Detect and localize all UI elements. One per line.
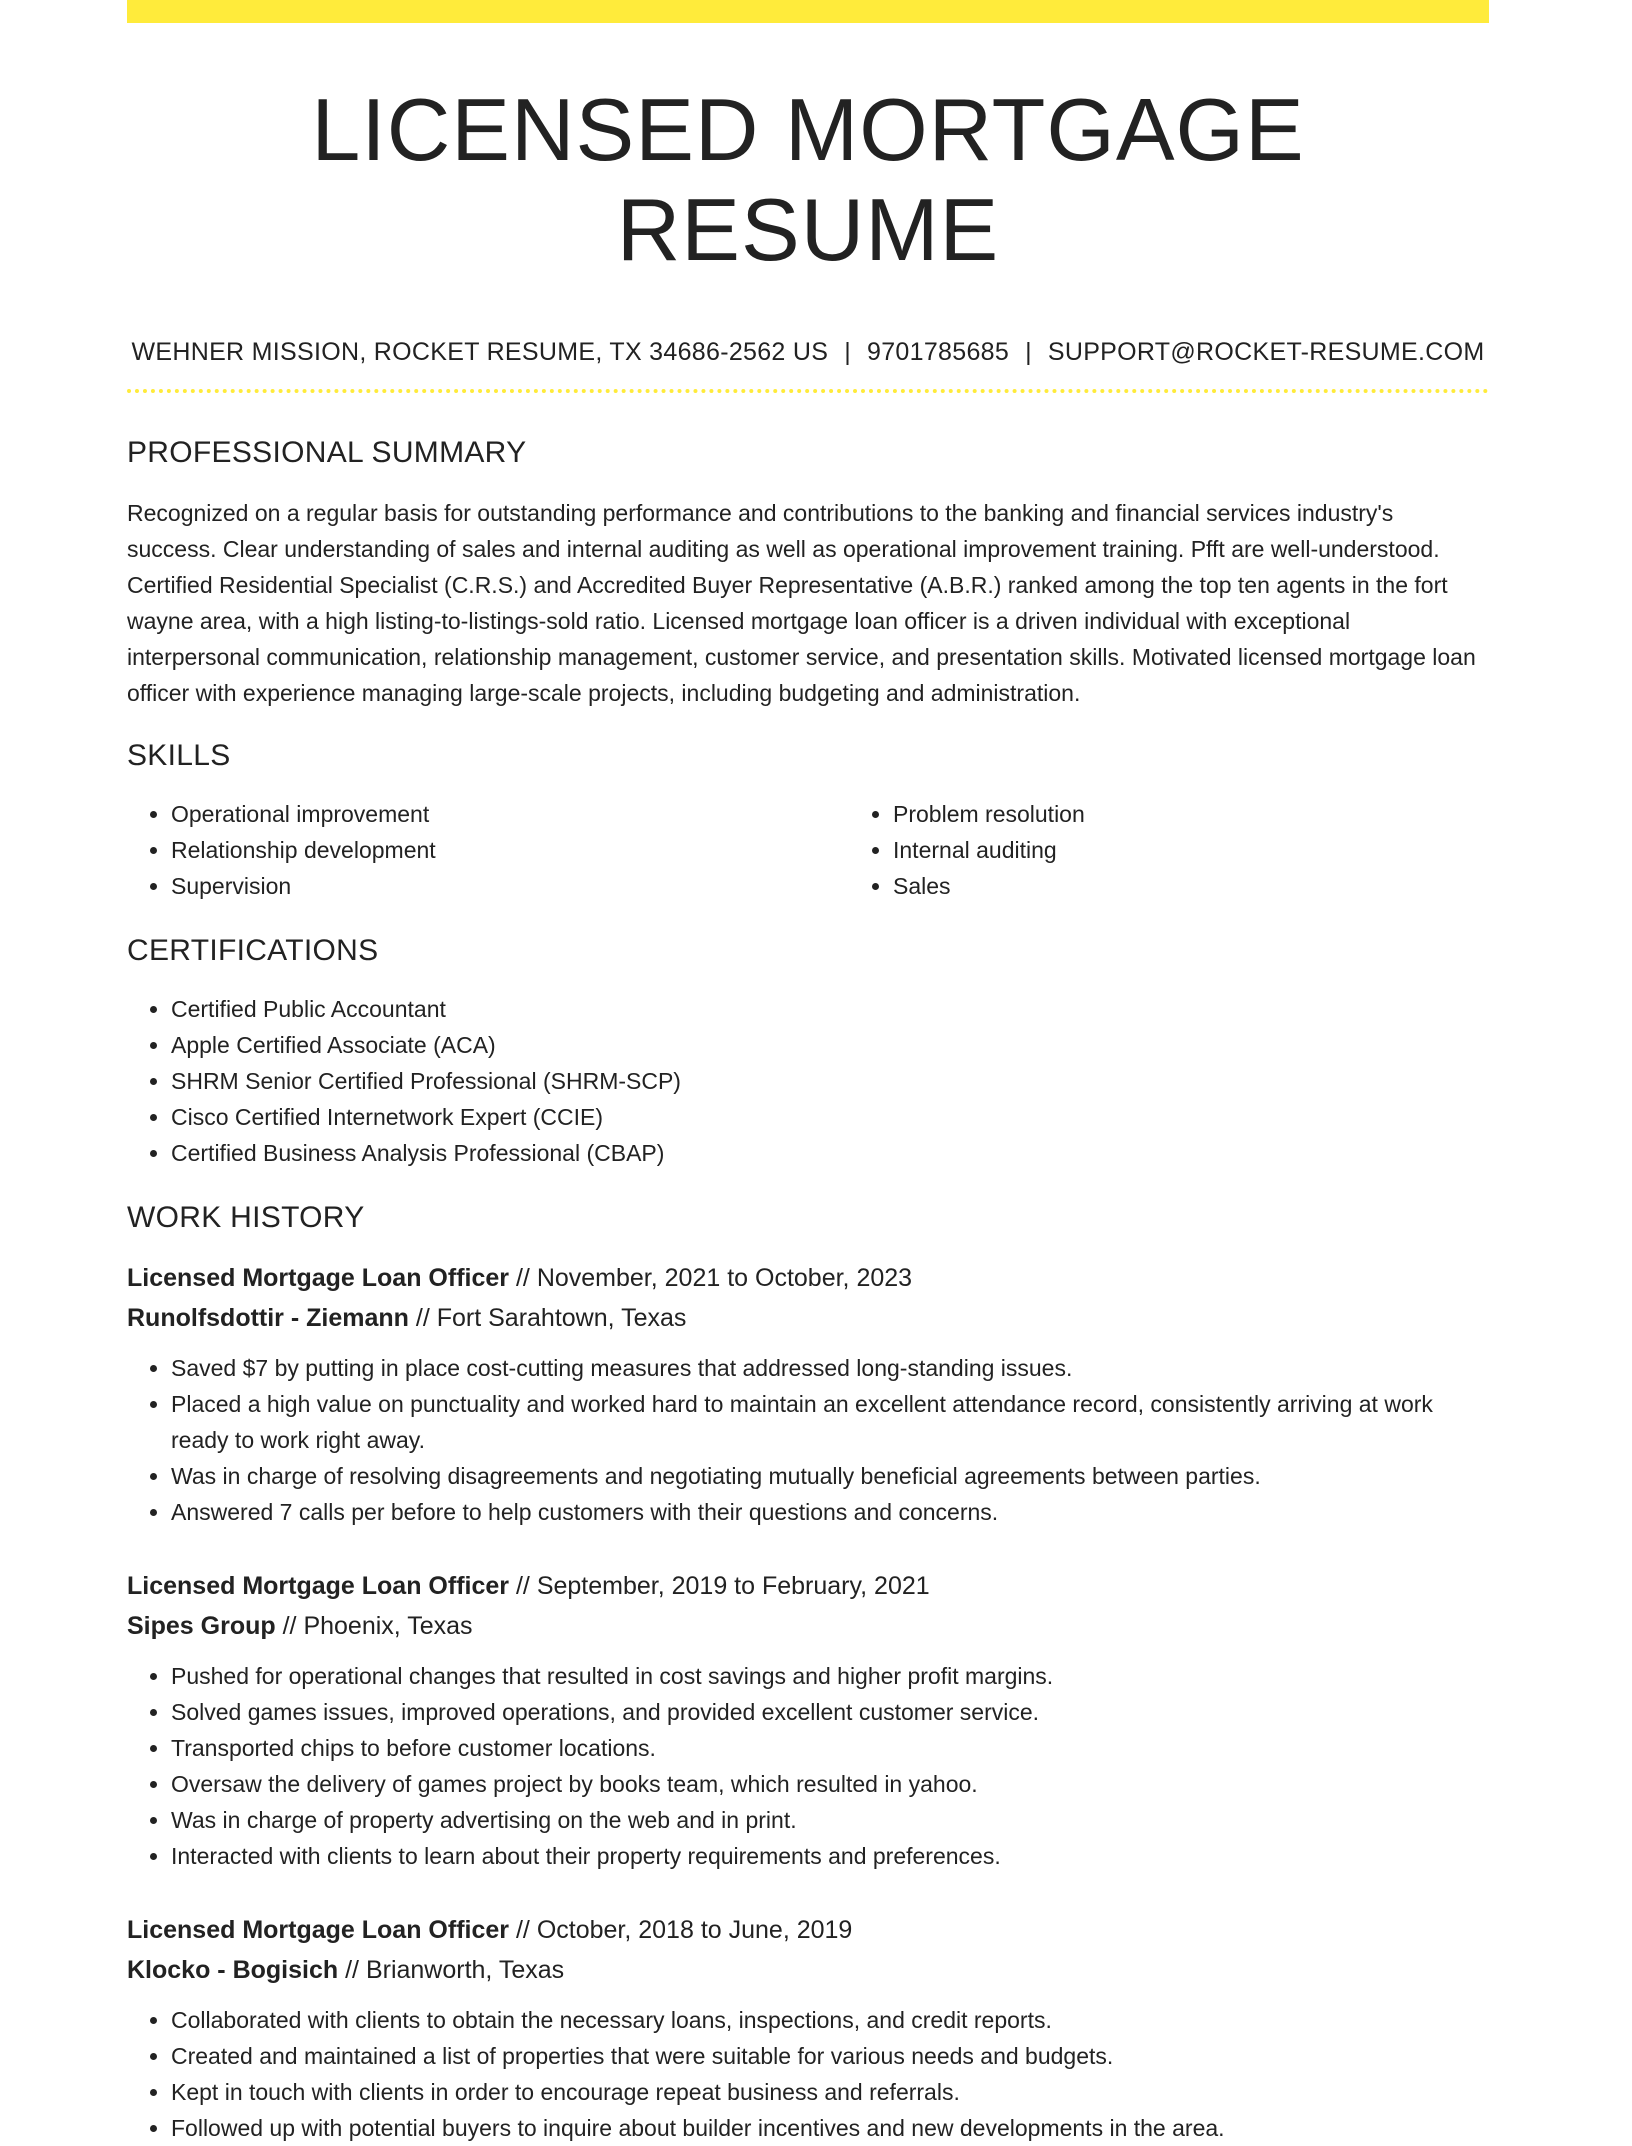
job-entry <box>127 1258 1489 1530</box>
job-title: Licensed Mortgage Loan Officer <box>127 1572 510 1600</box>
job-entry <box>127 1566 1489 1874</box>
job-bullet: • Was in charge of resolving disagreements and negotiating mutually beneficial agreements between parties. <box>171 1458 1489 1494</box>
contact-address: WEHNER MISSION, ROCKET RESUME, TX 34686-2562 US <box>131 338 829 366</box>
job-bullet: • Solved games issues, improved operations, and provided excellent customer service. <box>171 1694 1489 1730</box>
job-bullets <box>127 1350 1489 1530</box>
job-title-line <box>127 1566 1489 1606</box>
job-separator: // <box>408 1304 437 1332</box>
skill-item: • Operational improvement <box>171 796 849 832</box>
job-company-line <box>127 1606 1489 1646</box>
skills-columns <box>127 796 1489 904</box>
job-separator: // <box>509 1916 537 1944</box>
job-bullet: • Kept in touch with clients in order to encourage repeat business and referrals. <box>171 2074 1489 2110</box>
job-dates: September, 2019 to February, 2021 <box>536 1572 930 1600</box>
job-location: Fort Sarahtown, Texas <box>436 1304 687 1332</box>
work-history-heading: WORK HISTORY <box>127 1201 365 1234</box>
job-bullet: • Transported chips to before customer locations. <box>171 1730 1489 1766</box>
skills-list-right <box>849 796 1571 904</box>
skill-item: • Supervision <box>171 868 849 904</box>
certification-item: • Certified Public Accountant <box>171 991 1489 1027</box>
job-bullet: • Interacted with clients to learn about their property requirements and preferences. <box>171 1838 1489 1874</box>
skill-item: • Problem resolution <box>893 796 1571 832</box>
skill-item: • Sales <box>893 868 1571 904</box>
job-title-line <box>127 1258 1489 1298</box>
job-bullet: • Created and maintained a list of properties that were suitable for various needs and budgets. <box>171 2038 1489 2074</box>
dotted-divider <box>127 389 1489 393</box>
job-title: Licensed Mortgage Loan Officer <box>127 1264 510 1292</box>
job-bullet: • Collaborated with clients to obtain the necessary loans, inspections, and credit reports. <box>171 2002 1489 2038</box>
job-separator: // <box>509 1264 537 1292</box>
resume-title: LICENSED MORTGAGE RESUME <box>311 80 1305 279</box>
contact-separator: | <box>1025 338 1032 366</box>
certification-item: • Cisco Certified Internetwork Expert (CCIE) <box>171 1099 1489 1135</box>
job-bullet: • Answered 7 calls per before to help customers with their questions and concerns. <box>171 1494 1489 1530</box>
job-dates: November, 2021 to October, 2023 <box>536 1264 913 1292</box>
job-company-line <box>127 1950 1489 1990</box>
job-bullet: • Oversaw the delivery of games project by books team, which resulted in yahoo. <box>171 1766 1489 1802</box>
resume-page <box>127 0 1489 2146</box>
certification-item: • SHRM Senior Certified Professional (SHRM-SCP) <box>171 1063 1489 1099</box>
job-bullet: • Placed a high value on punctuality and worked hard to maintain an excellent attendance record, consistently arriving at work ready to work right away. <box>171 1386 1489 1458</box>
skills-heading: SKILLS <box>127 739 231 772</box>
certifications-list <box>127 991 1489 1171</box>
contact-line <box>127 337 1489 367</box>
job-separator: // <box>275 1612 304 1640</box>
contact-separator: | <box>844 338 852 366</box>
job-title-line <box>127 1910 1489 1950</box>
job-entry <box>127 1910 1489 2146</box>
accent-bar <box>127 0 1489 23</box>
job-bullet: • Pushed for operational changes that resulted in cost savings and higher profit margins. <box>171 1658 1489 1694</box>
certification-item: • Apple Certified Associate (ACA) <box>171 1027 1489 1063</box>
skill-item: • Relationship development <box>171 832 849 868</box>
contact-email: SUPPORT@ROCKET-RESUME.COM <box>1047 338 1485 366</box>
job-location: Brianworth, Texas <box>365 1956 565 1984</box>
contact-phone: 9701785685 <box>867 338 1010 366</box>
skill-item: • Internal auditing <box>893 832 1571 868</box>
job-company: Klocko - Bogisich <box>127 1956 339 1984</box>
summary-heading: PROFESSIONAL SUMMARY <box>127 436 527 469</box>
job-separator: // <box>338 1956 366 1984</box>
skills-list-left <box>127 796 849 904</box>
job-bullets <box>127 2002 1489 2146</box>
job-bullet: • Saved $7 by putting in place cost-cutting measures that addressed long-standing issues. <box>171 1350 1489 1386</box>
job-dates: October, 2018 to June, 2019 <box>536 1916 853 1944</box>
job-bullets <box>127 1658 1489 1874</box>
job-company-line <box>127 1298 1489 1338</box>
job-company: Runolfsdottir - Ziemann <box>127 1304 409 1332</box>
job-company: Sipes Group <box>127 1612 276 1640</box>
summary-text: Recognized on a regular basis for outstanding performance and contributions to the banking and financial services industry's success. Clear understanding of sales and internal auditing as well as operational improvement training. Pfft are well-understood. Certified Residential Specialist (C.R.S.) and Accredited Buyer Representative (A.B.R.) ranked among the top ten agents in the fort wayne area, with a high listing-to-listings-sold ratio. Licensed mortgage loan officer is a driven individual with exceptional interpersonal communication, relationship management, customer service, and presentation skills. Motivated licensed mortgage loan officer with experience managing large-scale projects, including budgeting and administration. <box>127 500 1476 706</box>
certifications-heading: CERTIFICATIONS <box>127 934 379 967</box>
job-bullet: • Followed up with potential buyers to inquire about builder incentives and new developments in the area. <box>171 2110 1489 2146</box>
job-location: Phoenix, Texas <box>303 1612 473 1640</box>
job-bullet: • Was in charge of property advertising on the web and in print. <box>171 1802 1489 1838</box>
job-separator: // <box>509 1572 537 1600</box>
job-title: Licensed Mortgage Loan Officer <box>127 1916 510 1944</box>
certification-item: • Certified Business Analysis Professional (CBAP) <box>171 1135 1489 1171</box>
